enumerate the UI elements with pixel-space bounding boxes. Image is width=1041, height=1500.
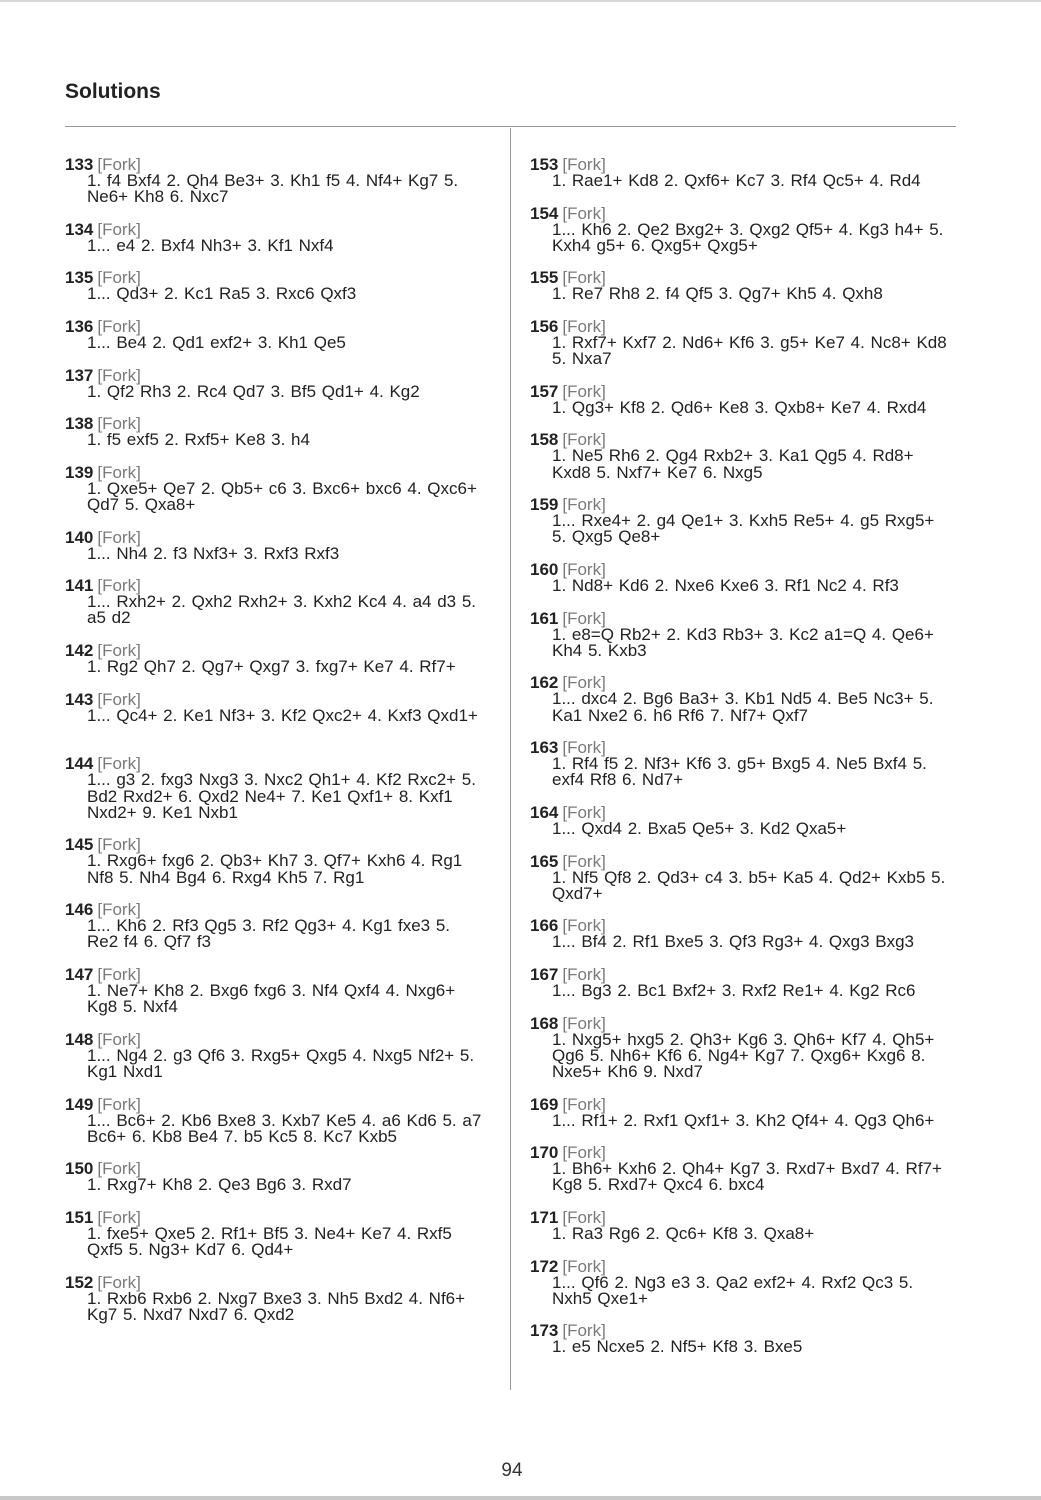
solution-entry	[65, 966, 485, 1031]
solution-theme: [Fork]	[562, 673, 606, 693]
solution-entry	[530, 1209, 950, 1258]
solution-number: 145	[65, 835, 94, 855]
solution-number: 138	[65, 414, 94, 434]
solution-theme: [Fork]	[562, 381, 606, 401]
solution-entry	[530, 156, 950, 205]
solution-theme: [Fork]	[97, 219, 141, 239]
top-edge-rule	[0, 0, 1041, 2]
solution-entry	[530, 383, 950, 432]
heading-underline	[65, 126, 956, 127]
solution-moves: 1... g3 2. fxg3 Nxg3 3. Nxc2 Qh1+ 4. Kf2 Rxc2+ 5. Bd2 Rxd2+ 6. Qxd2 Ne4+ 7. Ke1 Qxf1+ 8. Kxf1 Nxd2+ 9. Ke1 Nxb1	[87, 770, 476, 822]
solution-theme: [Fork]	[97, 155, 141, 174]
solution-moves: 1. Rxf7+ Kxf7 2. Nd6+ Kf6 3. g5+ Ke7 4. Nc8+ Kd8 5. Nxa7	[552, 332, 947, 369]
solution-moves: 1. Rae1+ Kd8 2. Qxf6+ Kc7 3. Rf4 Qc5+ 4. Rd4	[552, 171, 921, 190]
solution-entry	[530, 1144, 950, 1209]
solution-entry	[530, 610, 950, 675]
solution-entry	[530, 269, 950, 318]
solution-moves: 1... e4 2. Bxf4 Nh3+ 3. Kf1 Nxf4	[87, 235, 334, 255]
solution-moves: 1. Rg2 Qh7 2. Qg7+ Qxg7 3. fxg7+ Ke7 4. Rf7+	[87, 656, 456, 676]
solution-number: 135	[65, 268, 94, 288]
solution-entry	[530, 205, 950, 270]
solution-number: 143	[65, 689, 94, 709]
solution-theme: [Fork]	[562, 608, 606, 628]
solution-theme: [Fork]	[562, 155, 606, 174]
solution-number: 152	[65, 1272, 94, 1292]
solution-number: 151	[65, 1207, 94, 1227]
solution-moves: 1... Nh4 2. f3 Nxf3+ 3. Rxf3 Rxf3	[87, 543, 340, 563]
solution-moves: 1... Rxh2+ 2. Qxh2 Rxh2+ 3. Kxh2 Kc4 4. a4 d3 5. a5 d2	[87, 592, 477, 628]
solution-moves: 1. Bh6+ Kxh6 2. Qh4+ Kg7 3. Rxd7+ Bxd7 4. Rf7+ Kg8 5. Rxd7+ Qxc4 6. bxc4	[552, 1159, 942, 1195]
solution-theme: [Fork]	[97, 640, 141, 660]
solution-number: 149	[65, 1094, 94, 1114]
solution-number: 162	[530, 673, 559, 693]
solution-number: 141	[65, 576, 94, 596]
solution-moves: 1... Qxd4 2. Bxa5 Qe5+ 3. Kd2 Qxa5+	[552, 818, 847, 838]
solution-entry	[65, 415, 485, 464]
solution-moves: 1. Qxe5+ Qe7 2. Qb5+ c6 3. Bxc6+ bxc6 4. Qxc6+ Qd7 5. Qxa8+	[87, 478, 477, 514]
solution-theme: [Fork]	[562, 495, 606, 515]
solution-number: 173	[530, 1321, 559, 1341]
solution-header	[65, 1096, 485, 1113]
solution-theme: [Fork]	[97, 1159, 141, 1179]
solution-moves: 1... Bc6+ 2. Kb6 Bxe8 3. Kxb7 Ke5 4. a6 Kd6 5. a7 Bc6+ 6. Kb8 Be4 7. b5 Kc5 8. Kc7 Kxb5	[87, 1110, 482, 1146]
solution-entry	[65, 269, 485, 318]
solution-moves: 1... Rxe4+ 2. g4 Qe1+ 3. Kxh5 Re5+ 4. g5 Rxg5+ 5. Qxg5 Qe8+	[552, 511, 935, 547]
solution-moves: 1. Rxg7+ Kh8 2. Qe3 Bg6 3. Rxd7	[87, 1175, 352, 1195]
solution-number: 156	[530, 316, 559, 336]
solution-theme: [Fork]	[562, 430, 606, 450]
solution-entry	[65, 529, 485, 578]
solution-entry	[530, 917, 950, 966]
solution-header	[530, 1258, 950, 1275]
solution-theme: [Fork]	[562, 738, 606, 758]
solution-entry	[65, 642, 485, 691]
solution-number: 172	[530, 1256, 559, 1276]
solution-entry	[65, 901, 485, 966]
solution-theme: [Fork]	[97, 268, 141, 288]
solution-number: 133	[65, 155, 94, 174]
solution-number: 134	[65, 219, 94, 239]
solution-entry	[530, 318, 950, 383]
solution-entry	[65, 367, 485, 416]
solution-entry	[65, 318, 485, 367]
solution-entry	[65, 755, 485, 836]
solution-moves: 1... Rf1+ 2. Rxf1 Qxf1+ 3. Kh2 Qf4+ 4. Qg3 Qh6+	[552, 1110, 935, 1130]
solution-moves: 1... Kh6 2. Qe2 Bxg2+ 3. Qxg2 Qf5+ 4. Kg3 h4+ 5. Kxh4 g5+ 6. Qxg5+ Qxg5+	[552, 219, 944, 255]
page-number: 94	[501, 1460, 523, 1481]
solution-theme: [Fork]	[97, 964, 141, 984]
solution-entry	[65, 464, 485, 529]
solution-entry	[530, 1258, 950, 1323]
solution-number: 164	[530, 802, 559, 822]
solution-theme: [Fork]	[562, 1256, 606, 1276]
solution-number: 166	[530, 916, 559, 936]
solution-entry	[65, 691, 485, 756]
solution-header	[65, 691, 485, 708]
solution-entry	[530, 561, 950, 610]
solution-entry	[530, 1015, 950, 1096]
solution-number: 142	[65, 640, 94, 660]
solution-number: 148	[65, 1029, 94, 1049]
solution-theme: [Fork]	[562, 316, 606, 336]
solution-number: 160	[530, 559, 559, 579]
solution-moves: 1... Bg3 2. Bc1 Bxf2+ 3. Rxf2 Re1+ 4. Kg2 Rc6	[552, 980, 916, 1000]
solution-number: 165	[530, 851, 559, 871]
solution-moves: 1. Ra3 Rg6 2. Qc6+ Kf8 3. Qxa8+	[552, 1223, 815, 1243]
solution-theme: [Fork]	[562, 1013, 606, 1033]
solution-number: 140	[65, 527, 94, 547]
left-column	[65, 156, 485, 1339]
solution-theme: [Fork]	[97, 576, 141, 596]
solution-number: 137	[65, 365, 94, 385]
solution-entry	[65, 1096, 485, 1161]
solution-number: 169	[530, 1094, 559, 1114]
solution-theme: [Fork]	[97, 835, 141, 855]
solution-moves: 1... Qc4+ 2. Ke1 Nf3+ 3. Kf2 Qxc2+ 4. Kxf3 Qxd1+	[87, 705, 478, 725]
solution-moves: 1. Nf5 Qf8 2. Qd3+ c4 3. b5+ Ka5 4. Qd2+ Kxb5 5. Qxd7+	[552, 867, 946, 903]
solution-theme: [Fork]	[97, 1094, 141, 1114]
solution-header	[530, 1015, 950, 1032]
solution-theme: [Fork]	[97, 1207, 141, 1227]
solution-moves: 1... Be4 2. Qd1 exf2+ 3. Kh1 Qe5	[87, 332, 346, 352]
solution-entry	[65, 1209, 485, 1274]
solution-theme: [Fork]	[97, 1029, 141, 1049]
solution-theme: [Fork]	[97, 365, 141, 385]
solution-theme: [Fork]	[562, 851, 606, 871]
solution-entry	[530, 431, 950, 496]
solution-number: 153	[530, 155, 559, 174]
solution-theme: [Fork]	[97, 754, 141, 774]
column-divider	[510, 128, 511, 1390]
solution-entry	[530, 966, 950, 1015]
solution-moves: 1... Bf4 2. Rf1 Bxe5 3. Qf3 Rg3+ 4. Qxg3 Bxg3	[552, 932, 915, 952]
solution-number: 139	[65, 462, 94, 482]
solution-number: 157	[530, 381, 559, 401]
solution-moves: 1. Qf2 Rh3 2. Rc4 Qd7 3. Bf5 Qd1+ 4. Kg2	[87, 381, 420, 401]
solution-theme: [Fork]	[97, 689, 141, 709]
solution-entry	[530, 1322, 950, 1371]
solution-moves: 1... dxc4 2. Bg6 Ba3+ 3. Kb1 Nd5 4. Be5 Nc3+ 5. Ka1 Nxe2 6. h6 Rf6 7. Nf7+ Qxf7	[552, 689, 934, 725]
solution-theme: [Fork]	[562, 1094, 606, 1114]
solution-header	[65, 529, 485, 546]
solution-theme: [Fork]	[562, 916, 606, 936]
solution-number: 170	[530, 1143, 559, 1163]
solution-theme: [Fork]	[562, 559, 606, 579]
solution-entry	[530, 853, 950, 918]
solution-number: 150	[65, 1159, 94, 1179]
solution-moves: 1. f4 Bxf4 2. Qh4 Be3+ 3. Kh1 f5 4. Nf4+ Kg7 5. Ne6+ Kh8 6. Nxc7	[87, 171, 459, 207]
solution-moves: 1... Kh6 2. Rf3 Qg5 3. Rf2 Qg3+ 4. Kg1 fxe3 5. Re2 f4 6. Qf7 f3	[87, 916, 451, 952]
solution-theme: [Fork]	[97, 527, 141, 547]
solution-entry	[530, 1096, 950, 1145]
solution-moves: 1. Nd8+ Kd6 2. Nxe6 Kxe6 3. Rf1 Nc2 4. Rf3	[552, 575, 899, 595]
solution-moves: 1. e8=Q Rb2+ 2. Kd3 Rb3+ 3. Kc2 a1=Q 4. Qe6+ Kh4 5. Kxb3	[552, 624, 934, 660]
solution-entry	[65, 836, 485, 901]
solution-number: 147	[65, 964, 94, 984]
solution-moves: 1. Rxb6 Rxb6 2. Nxg7 Bxe3 3. Nh5 Bxd2 4. Nf6+ Kg7 5. Nxd7 Nxd7 6. Qxd2	[87, 1288, 466, 1324]
solution-moves: 1... Qf6 2. Ng3 e3 3. Qa2 exf2+ 4. Rxf2 Qc3 5. Nxh5 Qxe1+	[552, 1272, 914, 1308]
solution-header	[530, 1096, 950, 1113]
solution-entry	[65, 1031, 485, 1096]
solution-entry	[65, 221, 485, 270]
solution-number: 163	[530, 738, 559, 758]
solution-moves: 1. Ne7+ Kh8 2. Bxg6 fxg6 3. Nf4 Qxf4 4. Nxg6+ Kg8 5. Nxf4	[87, 980, 456, 1017]
solution-number: 158	[530, 430, 559, 450]
solution-moves: 1. Nxg5+ hxg5 2. Qh3+ Kg6 3. Qh6+ Kf7 4. Qh5+ Qg6 5. Nh6+ Kf6 6. Ng4+ Kg7 7. Qxg6+ Kxg6 8. Nxe5+ Kh6 9. Nxd7	[552, 1029, 935, 1081]
solution-number: 168	[530, 1013, 559, 1033]
solution-theme: [Fork]	[562, 1321, 606, 1341]
solution-theme: [Fork]	[97, 900, 141, 920]
solution-moves: 1. Ne5 Rh6 2. Qg4 Rxb2+ 3. Ka1 Qg5 4. Rd8+ Kxd8 5. Nxf7+ Ke7 6. Nxg5	[552, 446, 914, 482]
solution-entry	[65, 1160, 485, 1209]
solution-moves: 1... Ng4 2. g3 Qf6 3. Rxg5+ Qxg5 4. Nxg5 Nf2+ 5. Kg1 Nxd1	[87, 1045, 475, 1081]
solution-moves: 1. Rf4 f5 2. Nf3+ Kf6 3. g5+ Bxg5 4. Ne5 Bxf4 5. exf4 Rf8 6. Nd7+	[552, 754, 927, 790]
page-heading: Solutions	[65, 80, 161, 103]
solution-number: 154	[530, 203, 559, 223]
solution-entry	[65, 1274, 485, 1339]
solution-theme: [Fork]	[562, 268, 606, 288]
solution-theme: [Fork]	[97, 316, 141, 336]
solution-moves: 1. Re7 Rh8 2. f4 Qf5 3. Qg7+ Kh5 4. Qxh8	[552, 284, 883, 304]
solution-theme: [Fork]	[562, 964, 606, 984]
bottom-edge-rule	[0, 1496, 1041, 1500]
solution-theme: [Fork]	[97, 462, 141, 482]
solution-entry	[530, 739, 950, 804]
right-column	[530, 156, 950, 1371]
solution-entry	[530, 674, 950, 739]
solution-moves: 1. fxe5+ Qxe5 2. Rf1+ Bf5 3. Ne4+ Ke7 4. Rxf5 Qxf5 5. Ng3+ Kd7 6. Qd4+	[87, 1223, 452, 1260]
solution-entry	[65, 577, 485, 642]
solution-header	[530, 610, 950, 627]
solution-theme: [Fork]	[562, 1143, 606, 1163]
solution-number: 144	[65, 754, 94, 774]
solution-moves: 1. f5 exf5 2. Rxf5+ Ke8 3. h4	[87, 430, 310, 450]
solution-entry	[65, 156, 485, 221]
solution-header	[530, 853, 950, 870]
solution-moves: 1. e5 Ncxe5 2. Nf5+ Kf8 3. Bxe5	[552, 1337, 803, 1357]
solution-number: 146	[65, 900, 94, 920]
solution-number: 159	[530, 495, 559, 515]
solution-number: 136	[65, 316, 94, 336]
solution-moves: 1. Rxg6+ fxg6 2. Qb3+ Kh7 3. Qf7+ Kxh6 4. Rg1 Nf8 5. Nh4 Bg4 6. Rxg4 Kh5 7. Rg1	[87, 851, 463, 887]
solution-theme: [Fork]	[562, 802, 606, 822]
solution-theme: [Fork]	[562, 1207, 606, 1227]
solution-theme: [Fork]	[562, 203, 606, 223]
solution-theme: [Fork]	[97, 1272, 141, 1292]
solution-number: 161	[530, 608, 559, 628]
solution-entry	[530, 496, 950, 561]
solution-entry	[530, 804, 950, 853]
solution-number: 167	[530, 964, 559, 984]
solution-moves: 1. Qg3+ Kf8 2. Qd6+ Ke8 3. Qxb8+ Ke7 4. Rxd4	[552, 397, 927, 417]
solution-moves: 1... Qd3+ 2. Kc1 Ra5 3. Rxc6 Qxf3	[87, 284, 357, 304]
solution-number: 171	[530, 1207, 559, 1227]
solution-theme: [Fork]	[97, 414, 141, 434]
solution-number: 155	[530, 268, 559, 288]
